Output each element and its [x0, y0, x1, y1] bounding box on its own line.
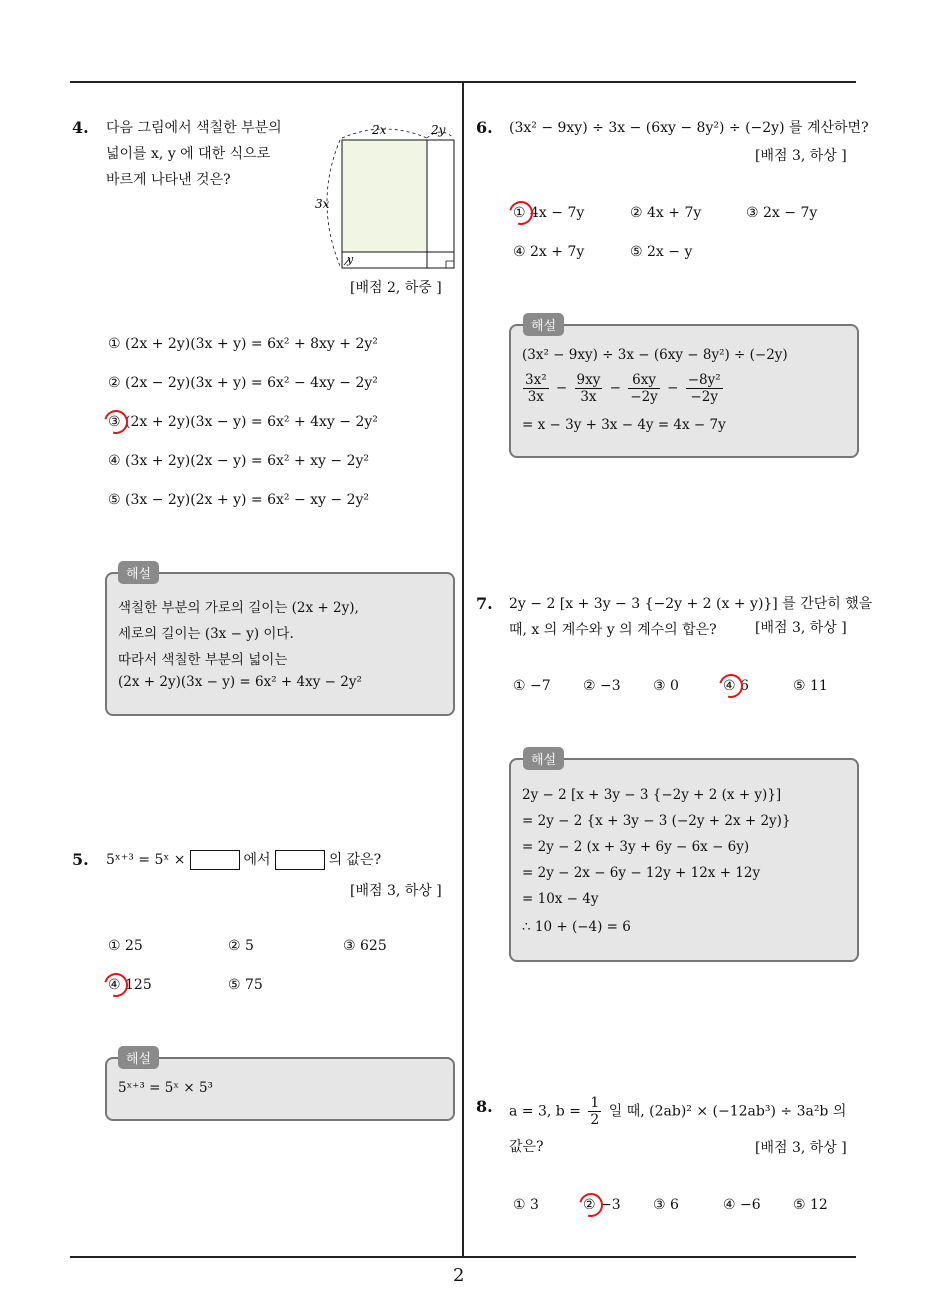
- choice-number: ③: [343, 938, 356, 954]
- solution-line: = 2y − 2 (x + 3y + 6y − 6x − 6y): [522, 839, 750, 855]
- shaded-region: [342, 140, 427, 252]
- choice-text: 6: [670, 1197, 679, 1213]
- question-4-choice-4[interactable]: [108, 453, 369, 469]
- choice-number: ④: [723, 678, 736, 694]
- question-5-text-b: 에서: [243, 852, 271, 868]
- question-8-text-b: 일 때, (2ab)² × (−12ab³) ÷ 3a²b 의: [608, 1103, 847, 1120]
- solution-tag: 해설: [118, 561, 159, 584]
- column-divider: [462, 81, 464, 1258]
- fraction: $\frac{\text{3x²}}{3x}$: [525, 372, 547, 405]
- answer-mark-circle: [505, 197, 538, 230]
- answer-blank-box: [275, 850, 325, 870]
- label-3x: 3x: [315, 197, 330, 211]
- question-5-choice-3[interactable]: [343, 938, 387, 954]
- question-4-figure: [310, 118, 460, 273]
- choice-text: 75: [245, 977, 263, 993]
- choice-text: 3: [530, 1197, 539, 1213]
- right-angle-mark: [446, 261, 454, 268]
- question-4-choice-5[interactable]: [108, 492, 369, 508]
- solution-line: 2y − 2 [x + 3y − 3 {−2y + 2 (x + y)}]: [522, 787, 782, 803]
- solution-line: ∴ 10 + (−4) = 6: [522, 919, 631, 935]
- answer-mark-circle: [715, 670, 748, 703]
- question-6-choice-5[interactable]: [630, 244, 692, 260]
- question-8-choice-4[interactable]: [723, 1197, 761, 1213]
- question-7-line: 때, x 의 계수와 y 의 계수의 합은?: [509, 622, 717, 638]
- question-8-text: [509, 1095, 846, 1128]
- question-6-number: 6.: [476, 118, 493, 137]
- choice-number: ③: [653, 1197, 666, 1213]
- question-7-number: 7.: [476, 594, 493, 613]
- choice-text: (3x + 2y)(2x − y) = 6x² + xy − 2y²: [125, 453, 369, 469]
- solution-line: (3x² − 9xy) ÷ 3x − (6xy − 8y²) ÷ (−2y): [522, 347, 788, 363]
- choice-number: ②: [583, 1197, 596, 1213]
- choice-text: −3: [600, 1197, 621, 1213]
- solution-line: = 10x − 4y: [522, 891, 599, 907]
- choice-number: ③: [108, 414, 121, 430]
- solution-line: = 2y − 2 {x + 3y − 3 (−2y + 2x + 2y)}: [522, 813, 791, 829]
- choice-text: 6: [740, 678, 749, 694]
- fraction-one-half: $\frac{1}{2}$: [590, 1095, 600, 1128]
- choice-text: −7: [530, 678, 551, 694]
- fraction-operator: −: [555, 380, 568, 396]
- question-5-choice-5[interactable]: [228, 977, 263, 993]
- question-4-line: 바르게 나타낸 것은?: [106, 172, 231, 188]
- choice-number: ④: [723, 1197, 736, 1213]
- question-8-number: 8.: [476, 1097, 493, 1116]
- choice-number: ②: [108, 375, 121, 391]
- choice-number: ①: [108, 336, 121, 352]
- question-5-text-a: 5ˣ⁺³ = 5ˣ ×: [106, 852, 186, 868]
- question-4-number: 4.: [72, 118, 89, 137]
- question-7-score: [배점 3, 하상 ]: [755, 620, 847, 636]
- fraction: $\frac{\text{−8y²}}{-2y}$: [687, 372, 721, 405]
- solution-line: (2x + 2y)(3x − y) = 6x² + 4xy − 2y²: [118, 674, 362, 690]
- fraction: $\frac{9xy}{3x}$: [576, 372, 601, 405]
- choice-text: (3x − 2y)(2x + y) = 6x² − xy − 2y²: [125, 492, 369, 508]
- answer-mark-circle: [100, 969, 133, 1002]
- choice-number: ②: [630, 205, 643, 221]
- question-4-text: [106, 115, 306, 193]
- question-6-choice-2[interactable]: [630, 205, 701, 221]
- choice-number: ①: [513, 1197, 526, 1213]
- choice-text: −6: [740, 1197, 761, 1213]
- choice-text: 2x + 7y: [530, 244, 585, 260]
- label-2y: 2y: [431, 123, 446, 137]
- question-6-choice-3[interactable]: [746, 205, 817, 221]
- solution-line: = 2y − 2x − 6y − 12y + 12x + 12y: [522, 865, 761, 881]
- question-7-line: 2y − 2 [x + 3y − 3 {−2y + 2 (x + y)}] 를 간단히 했을: [509, 596, 873, 612]
- question-8-choice-3[interactable]: [653, 1197, 679, 1213]
- choice-text: 4x − 7y: [530, 205, 585, 221]
- question-5-choice-2[interactable]: [228, 938, 254, 954]
- question-8-text-a: a = 3, b =: [509, 1103, 581, 1120]
- choice-text: 25: [125, 938, 143, 954]
- choice-number: ②: [583, 678, 596, 694]
- choice-number: ④: [108, 977, 121, 993]
- choice-text: 11: [810, 678, 828, 694]
- solution-tag: 해설: [118, 1046, 159, 1069]
- question-8-text-c: 값은?: [509, 1139, 544, 1155]
- question-5-text: [106, 847, 381, 873]
- choice-number: ①: [108, 938, 121, 954]
- question-5-number: 5.: [72, 850, 89, 869]
- choice-number: ①: [513, 678, 526, 694]
- choice-number: ⑤: [108, 492, 121, 508]
- question-5-choice-1[interactable]: [108, 938, 143, 954]
- question-8-score: [배점 3, 하상 ]: [755, 1140, 847, 1156]
- question-7-choice-2[interactable]: [583, 678, 621, 694]
- question-7-choice-3[interactable]: [653, 678, 679, 694]
- page-number: 2: [453, 1265, 465, 1286]
- question-8-choice-5[interactable]: [793, 1197, 828, 1213]
- solution-fraction-line: [520, 372, 726, 405]
- choice-text: 2x − y: [647, 244, 693, 260]
- choice-number: ⑤: [228, 977, 241, 993]
- label-y: y: [347, 253, 354, 266]
- answer-mark-circle: [100, 406, 133, 439]
- choice-text: 625: [360, 938, 387, 954]
- question-4-choice-3[interactable]: [108, 414, 378, 430]
- question-6-choice-4[interactable]: [513, 244, 584, 260]
- solution-line: 색칠한 부분의 가로의 길이는 (2x + 2y),: [118, 600, 359, 616]
- choice-text: 4x + 7y: [647, 205, 702, 221]
- choice-number: ④: [513, 244, 526, 260]
- question-7-choice-1[interactable]: [513, 678, 551, 694]
- solution-tag: 해설: [523, 747, 564, 770]
- question-4-choice-1[interactable]: [108, 336, 378, 352]
- choice-number: ⑤: [630, 244, 643, 260]
- choice-text: (2x + 2y)(3x − y) = 6x² + 4xy − 2y²: [125, 414, 378, 430]
- choice-number: ③: [653, 678, 666, 694]
- question-4-line: 다음 그림에서 색칠한 부분의: [106, 120, 282, 136]
- question-7-choice-5[interactable]: [793, 678, 828, 694]
- choice-text: 0: [670, 678, 679, 694]
- choice-text: 12: [810, 1197, 828, 1213]
- solution-line: 따라서 색칠한 부분의 넓이는: [118, 652, 288, 668]
- fraction-operator: −: [609, 380, 621, 396]
- solution-line: = x − 3y + 3x − 4y = 4x − 7y: [522, 417, 726, 433]
- fraction-operator: −: [667, 380, 679, 396]
- choice-text: (2x + 2y)(3x + y) = 6x² + 8xy + 2y²: [125, 336, 378, 352]
- choice-number: ⑤: [793, 678, 806, 694]
- question-4-choice-2[interactable]: [108, 375, 378, 391]
- choice-text: (2x − 2y)(3x + y) = 6x² − 4xy − 2y²: [125, 375, 378, 391]
- label-2x: 2x: [372, 123, 387, 137]
- solution-line: 세로의 길이는 (3x − y) 이다.: [118, 626, 294, 642]
- choice-number: ⑤: [793, 1197, 806, 1213]
- answer-mark-circle: [575, 1189, 608, 1222]
- choice-number: ④: [108, 453, 121, 469]
- solution-line: 5ˣ⁺³ = 5ˣ × 5³: [118, 1080, 213, 1096]
- choice-text: 125: [125, 977, 152, 993]
- answer-blank-box: [190, 850, 240, 870]
- question-6-text: (3x² − 9xy) ÷ 3x − (6xy − 8y²) ÷ (−2y) 를 계산하면?: [509, 120, 869, 136]
- question-4-solution-box: [105, 572, 455, 716]
- choice-number: ①: [513, 205, 526, 221]
- choice-text: 5: [245, 938, 254, 954]
- question-6-score: [배점 3, 하상 ]: [755, 148, 847, 164]
- choice-text: 2x − 7y: [763, 205, 818, 221]
- question-5-score: [배점 3, 하상 ]: [350, 883, 442, 899]
- choice-number: ②: [228, 938, 241, 954]
- choice-text: −3: [600, 678, 621, 694]
- question-5-text-c: 의 값은?: [328, 852, 382, 868]
- question-4-line: 넓이를 x, y 에 대한 식으로: [106, 146, 271, 162]
- solution-tag: 해설: [523, 313, 564, 336]
- question-8-choice-1[interactable]: [513, 1197, 539, 1213]
- question-4-score: [배점 2, 하중 ]: [350, 280, 442, 296]
- choice-number: ③: [746, 205, 759, 221]
- fraction: $\frac{6xy}{-2y}$: [630, 372, 658, 405]
